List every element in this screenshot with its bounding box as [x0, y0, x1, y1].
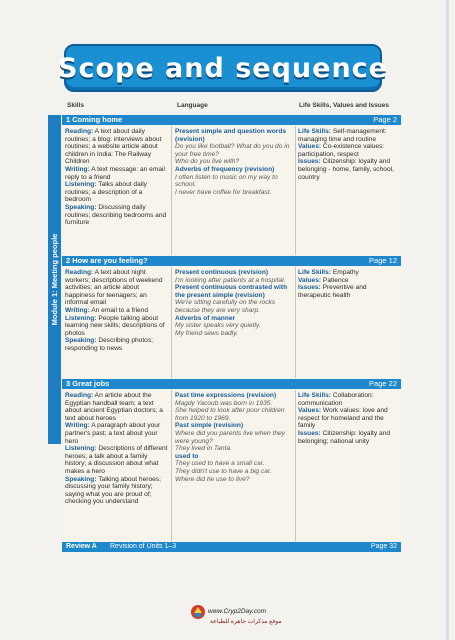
- entry-text: Discussing daily routines; describing bedrooms and furniture: [65, 203, 167, 227]
- module-label: Module 1: Meeting people: [50, 233, 59, 326]
- header-skills: Skills: [67, 102, 84, 109]
- entry-keyword: Listening:: [65, 445, 97, 453]
- skills-entry: [65, 337, 169, 352]
- life-entry: [298, 128, 398, 143]
- language-entry: Present simple and question words (revision): [175, 128, 287, 143]
- skills-entry: [65, 422, 169, 445]
- entry-keyword: Issues:: [298, 158, 321, 166]
- language-entry: Where did you parents live when they were young?: [175, 429, 285, 445]
- unit-name: 2 How are you feeling?: [66, 256, 148, 265]
- unit-body-1: [62, 126, 401, 255]
- entry-keyword: Values:: [298, 143, 322, 151]
- unit-name: 3 Great jobs: [66, 379, 110, 388]
- review-desc: Revision of Units 1–3: [110, 543, 177, 550]
- entry-keyword: Listening:: [65, 181, 97, 189]
- entry-text: Collaboration: communication: [298, 392, 374, 407]
- language-entry: I never have coffee for breakfast.: [175, 188, 272, 196]
- skills-col: [65, 392, 169, 506]
- language-entry: I'm looking after patients at a hospital.: [175, 276, 286, 284]
- entry-keyword: Speaking:: [65, 203, 97, 211]
- life-entry: [298, 284, 398, 299]
- entry-text: Patience: [321, 276, 349, 284]
- unit-bar-3: [62, 379, 401, 389]
- language-entry: Past time expressions (revision): [175, 392, 277, 399]
- life-col: [298, 392, 398, 445]
- language-entry: used to: [175, 452, 199, 460]
- entry-keyword: Speaking:: [65, 475, 97, 483]
- language-entry: Adverbs of frequency (revision): [175, 165, 275, 173]
- entry-keyword: Reading:: [65, 128, 94, 135]
- entry-text: Citizenship: loyalty and belonging - home, family, school, country: [298, 158, 394, 181]
- language-entry: Present continuous contrasted with the present simple (revision): [175, 284, 288, 299]
- entry-text: A paragraph about your partner's past; a text about your hero: [65, 422, 161, 445]
- language-entry: Do you like football? What do you do in your free time?: [175, 143, 290, 158]
- language-entry: My friend sews badly.: [175, 329, 238, 337]
- unit-body-2: [62, 267, 401, 378]
- review-bar: [62, 542, 401, 552]
- skills-entry: [65, 476, 169, 506]
- skills-entry: [65, 269, 169, 307]
- entry-keyword: Life Skills:: [298, 392, 331, 399]
- review-name: Review A: [66, 543, 97, 550]
- life-entry: [298, 143, 398, 158]
- life-entry: [298, 277, 398, 285]
- footer-logo[interactable]: [190, 604, 286, 634]
- language-entry: They didn't use to have a big car.: [175, 467, 272, 475]
- language-entry: Adverbs of manner: [175, 314, 236, 322]
- header-life: Life Skills, Values and Issues: [299, 102, 389, 109]
- logo-mark-icon: [190, 604, 206, 620]
- language-col: [175, 128, 293, 196]
- language-entry: Who do you live with?: [175, 158, 240, 166]
- unit-name: 1 Coming home: [66, 115, 123, 124]
- module-strip: [48, 115, 61, 444]
- life-entry: [298, 430, 398, 445]
- language-entry: They lived in Tanta.: [175, 445, 232, 453]
- life-entry: [298, 407, 398, 430]
- entry-text: Describing photos; responding to news: [65, 337, 153, 352]
- entry-text: A text about daily routines; a blog: interviews about routines; a website article about children in India: The Railway Children: [65, 128, 162, 166]
- page-title: Scope and sequence: [58, 52, 388, 84]
- language-entry: They used to have a small car.: [175, 460, 265, 468]
- skills-entry: [65, 204, 169, 227]
- review-page: Page 32: [370, 543, 397, 550]
- unit-page: Page 22: [369, 379, 397, 388]
- life-entry: [298, 158, 398, 181]
- entry-keyword: Reading:: [65, 269, 94, 276]
- entry-keyword: Issues:: [298, 284, 321, 292]
- entry-text: A text message: an email reply to a friend: [65, 165, 165, 181]
- entry-keyword: Life Skills:: [298, 128, 331, 135]
- language-entry: We're sitting carefully on the rocks because they are very sharp.: [175, 299, 276, 314]
- life-col: [298, 128, 398, 181]
- skills-entry: [65, 445, 169, 475]
- language-entry: Past simple (revision): [175, 422, 244, 430]
- entry-keyword: Writing:: [65, 165, 90, 173]
- language-entry: My sister speaks very quietly.: [175, 322, 261, 330]
- skills-entry: [65, 315, 169, 338]
- unit-bar-1: [62, 115, 401, 125]
- title-banner: [58, 44, 388, 92]
- entry-keyword: Values:: [298, 276, 322, 284]
- entry-text: Talking about heroes; discussing your family history; saying what you are proud of; checking you understand: [65, 475, 161, 506]
- skills-entry: [65, 307, 169, 315]
- language-entry: Present continuous (revision): [175, 269, 269, 276]
- unit-bar-2: [62, 256, 401, 266]
- entry-text: An email to a friend: [89, 306, 149, 314]
- entry-text: An article about the Egyptian handball team; a text about ancient Egyptian doctors; a text about heroes: [65, 392, 163, 422]
- skills-entry: [65, 166, 169, 181]
- entry-text: A text about night workers; descriptions of weekend activities; an article about happiness for teenagers; an informal email: [65, 269, 163, 307]
- entry-text: Self-management: managing time and routine: [298, 128, 387, 143]
- entry-keyword: Listening:: [65, 314, 97, 322]
- entry-text: Work values: love and respect for homeland and the family: [298, 407, 388, 430]
- language-entry: Magdy Yacoub was born in 1935.: [175, 399, 273, 407]
- entry-text: Empathy: [330, 269, 359, 276]
- entry-text: Co-existence values: participation, respect: [298, 143, 385, 158]
- skills-entry: [65, 392, 169, 422]
- unit-page: Page 12: [369, 256, 397, 265]
- footer-url[interactable]: www.Cryp2Day.com: [208, 608, 267, 615]
- life-entry: [298, 269, 398, 277]
- unit-page: Page 2: [373, 115, 397, 124]
- entry-keyword: Speaking:: [65, 337, 97, 345]
- unit-body-3: [62, 390, 401, 541]
- skills-col: [65, 128, 169, 227]
- entry-text: Descriptions of different heroes; a talk about a family history; a discussion about what makes a hero: [65, 445, 168, 475]
- life-entry: [298, 392, 398, 407]
- language-entry: She helped to look after poor children from 1920 to 1969.: [175, 407, 285, 422]
- entry-keyword: Reading:: [65, 392, 94, 399]
- scope-table: [48, 101, 401, 552]
- language-entry: Where did he use to live?: [175, 475, 250, 483]
- skills-entry: [65, 181, 169, 204]
- entry-text: Preventive and therapeutic health: [298, 284, 367, 299]
- skills-col: [65, 269, 169, 353]
- entry-text: People talking about learning new skills; descriptions of photos: [65, 314, 165, 337]
- entry-keyword: Writing:: [65, 422, 90, 430]
- entry-text: Citizenship: loyalty and belonging; national unity: [298, 429, 391, 445]
- entry-text: Talks about daily routines; a description of a bedroom: [65, 181, 147, 204]
- entry-keyword: Life Skills:: [298, 269, 331, 276]
- life-col: [298, 269, 398, 299]
- language-col: [175, 269, 293, 337]
- entry-keyword: Issues:: [298, 429, 321, 437]
- footer-subtitle: موقع مذكرات جاهزة للطباعة: [210, 619, 282, 625]
- header-language: Language: [177, 102, 208, 109]
- table-headers: [63, 101, 401, 113]
- skills-entry: [65, 128, 169, 166]
- language-entry: I often listen to music on my way to school.: [175, 173, 278, 189]
- entry-keyword: Writing:: [65, 306, 90, 314]
- page-edge: [446, 0, 449, 640]
- language-col: [175, 392, 293, 483]
- entry-keyword: Values:: [298, 407, 322, 415]
